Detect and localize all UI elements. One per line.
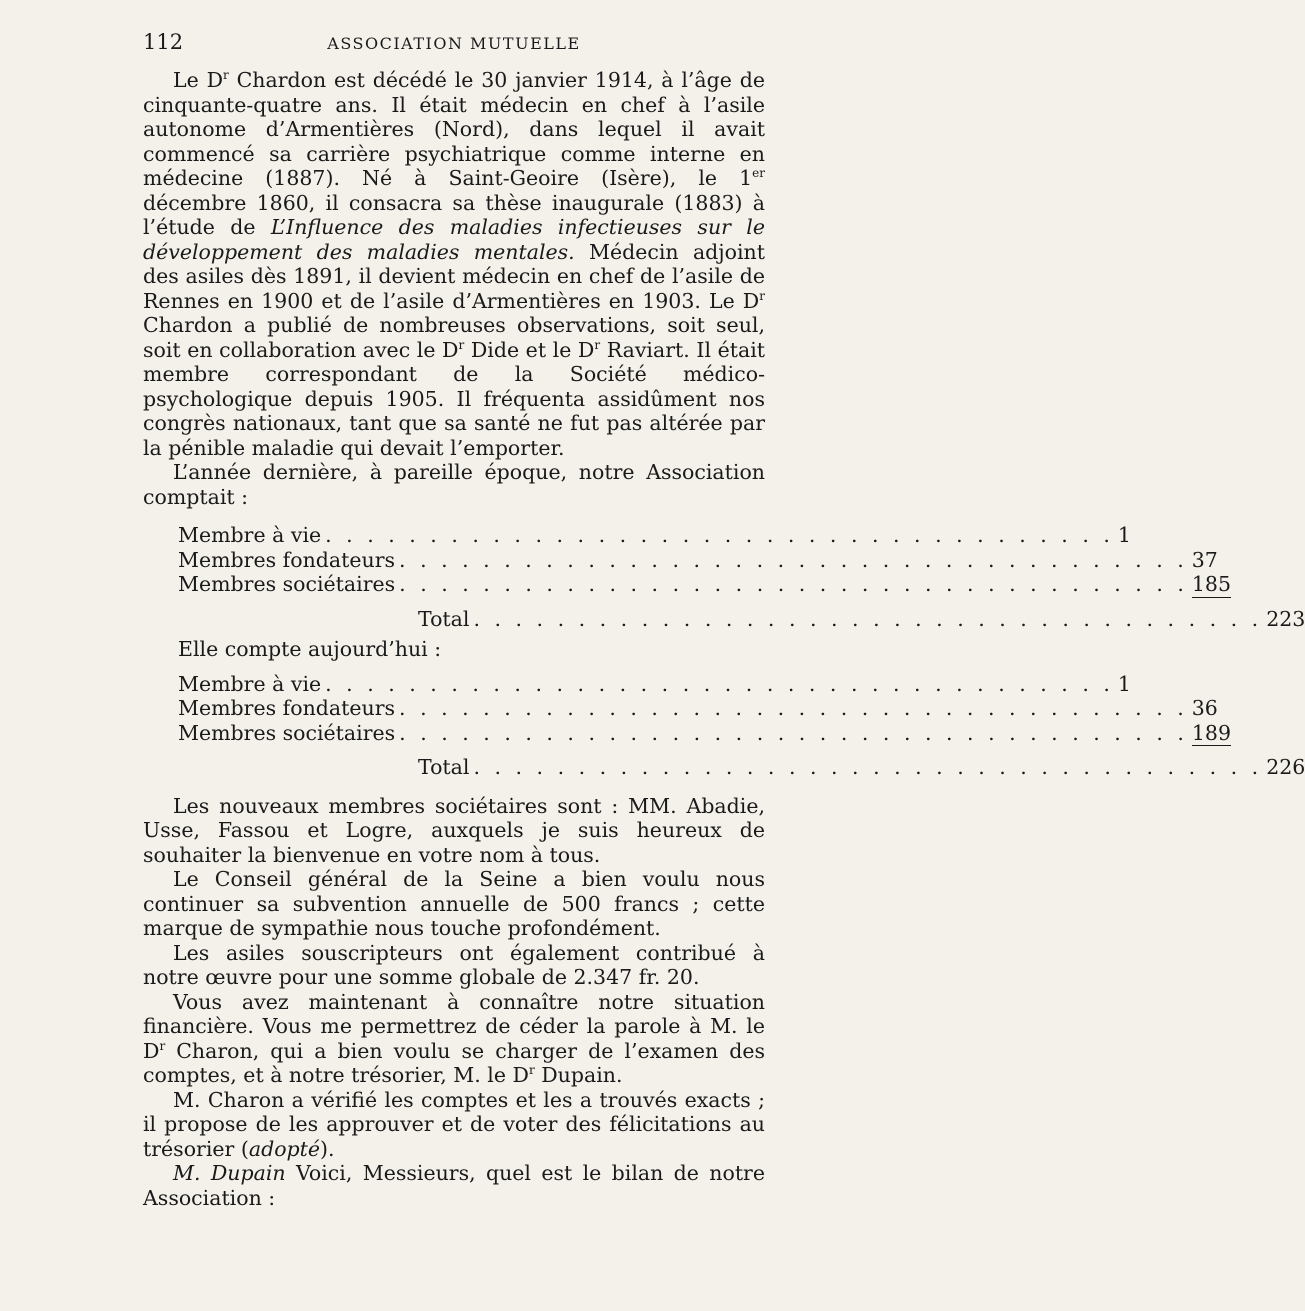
running-title: ASSOCIATION MUTUELLE [327,34,581,53]
table-total-row: Total . . . . . . . . . . . . . . . . . . . . . . . . . . . . . . . . . . . . . . 226 [418,755,1305,779]
page-number: 112 [143,30,184,54]
speaker-name: M. Dupain [173,1161,286,1185]
table-row: Membres fondateurs . . . . . . . . . . . . . . . . . . . . . . . . . . . . . . . . . . . . . . 37 [178,547,1218,572]
membership-table-last-year [143,523,1305,631]
table-row: Membre à vie . . . . . . . . . . . . . . . . . . . . . . . . . . . . . . . . . . . . . . 1 [178,523,1131,547]
subsidy-paragraph: Le Conseil général de la Seine a bien voulu nous continuer sa subvention annuelle de 500 francs ; cette marque de sympathie nous touche profondément. [143,867,765,940]
membership-table-today [143,671,1305,780]
last-year-paragraph: L’année dernière, à pareille époque, notre Association comptait : [143,460,765,509]
new-members-paragraph: Les nouveaux membres sociétaires sont : MM. Abadie, Usse, Fassou et Logre, auxquels je suis heureux de souhaiter la bienvenue en votre nom à tous. [143,793,765,867]
obituary-paragraph: Le $D^r$ Chardon est décédé le 30 janvier 1914, à l’âge de cinquante-quatre ans. Il était médecin en chef à l’asile autonome d’Armentières (Nord), dans lequel il avait commencé sa carrière psychiatrique comme interne en médecine (1887). Né à Saint-Geoire (Isère), le 1er décembre 1860, il consacra sa thèse inaugurale (1883) à l’étude de L’Influence des maladies infectieuses sur le développement des maladies mentales. Médecin adjoint des asiles dès 1891, il devient médecin en chef de l’asile de Rennes en 1900 et de l’asile d’Armentières en 1903. Le $D^r$ Chardon a publié de nombreuses observations, soit seul, soit en collaboration avec le $D^r$ Dide et le $D^r$ Raviart. Il était membre correspondant de la Société médico-psychologique depuis 1905. Il fréquenta assidûment nos congrès nationaux, tant que sa santé ne fut pas altérée par la pénible maladie qui devait l’emporter. [143,68,765,460]
table-total-row: Total . . . . . . . . . . . . . . . . . . . . . . . . . . . . . . . . . . . . . . 223 [418,606,1305,631]
table-row: Membres fondateurs . . . . . . . . . . . . . . . . . . . . . . . . . . . . . . . . . . . . . . 36 [178,696,1218,720]
asylums-paragraph: Les asiles souscripteurs ont également contribué à notre œuvre pour une somme globale de 2.347 fr. 20. [143,940,765,989]
treasurer-paragraph: M. Dupain Voici, Messieurs, quel est le bilan de notre Association : [143,1161,765,1210]
table-row: Membres sociétaires . . . . . . . . . . . . . . . . . . . . . . . . . . . . . . . . . . . . . . 189 [178,720,1232,745]
table-row: Membres sociétaires . . . . . . . . . . . . . . . . . . . . . . . . . . . . . . . . . . . . . . 185 [178,572,1232,596]
audit-paragraph: M. Charon a vérifié les comptes et les a trouvés exacts ; il propose de les approuver et de voter des félicitations au trésorier (adopté). [143,1087,765,1161]
thesis-title: L’Influence des maladies infectieuses sur le développement des maladies mentales. [143,215,765,264]
finance-paragraph: Vous avez maintenant à connaître notre situation financière. Vous me permettrez de céder la parole à M. le $D^r$ Charon, qui a bien voulu se charger de l’examen des comptes, et à notre trésorier, M. le $D^r$ Dupain. [143,989,765,1087]
page-header [143,30,765,60]
page-body [143,68,1305,1210]
table-row: Membre à vie . . . . . . . . . . . . . . . . . . . . . . . . . . . . . . . . . . . . . . 1 [178,671,1131,696]
today-intro: Elle compte aujourd’hui : [178,637,442,661]
